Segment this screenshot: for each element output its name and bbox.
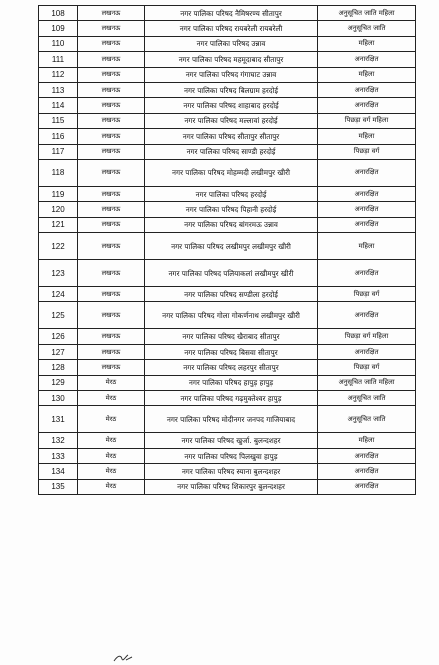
municipal-body-cell: नगर पालिका परिषद हापुड़ हापुड़: [145, 375, 318, 390]
row-number: 118: [39, 159, 78, 186]
table-row: [39, 329, 416, 344]
municipal-body-cell: नगर पालिका परिषद नैमिषरण्य सीतापुर: [145, 6, 318, 21]
municipal-body-cell: नगर पालिका परिषद रायबरेली रायबरेली: [145, 21, 318, 36]
division-cell: लखनऊ: [78, 67, 145, 82]
municipal-body-cell: नगर पालिका परिषद पिलखुवा हापुड़: [145, 448, 318, 463]
division-cell: मेरठ: [78, 375, 145, 390]
row-number: 109: [39, 21, 78, 36]
table-row: [39, 52, 416, 67]
reservation-category-cell: पिछड़ा वर्ग: [318, 287, 416, 302]
reservation-category-cell: अनारक्षित: [318, 479, 416, 494]
table-row: [39, 6, 416, 21]
division-cell: लखनऊ: [78, 302, 145, 329]
municipal-body-cell: नगर पालिका परिषद गढ़मुक्तेश्वर हापुड़: [145, 391, 318, 406]
division-cell: लखनऊ: [78, 82, 145, 97]
municipal-body-cell: नगर पालिका परिषद बिलग्राम हरदोई: [145, 82, 318, 97]
reservation-category-cell: अनुसूचित जाति: [318, 391, 416, 406]
table-row: [39, 217, 416, 232]
municipal-body-cell: नगर पालिका परिषद पिहानी हरदोई: [145, 202, 318, 217]
table-row: [39, 287, 416, 302]
reservation-category-cell: पिछड़ा वर्ग महिला: [318, 113, 416, 128]
municipal-body-cell: नगर पालिका परिषद पलियाकलां लखीमपुर खीरी: [145, 260, 318, 287]
row-number: 133: [39, 448, 78, 463]
row-number: 113: [39, 82, 78, 97]
reservation-category-cell: महिला: [318, 233, 416, 260]
reservation-category-cell: अनारक्षित: [318, 159, 416, 186]
municipal-body-cell: नगर पालिका परिषद गंगाघाट उन्नाव: [145, 67, 318, 82]
row-number: 124: [39, 287, 78, 302]
municipal-body-cell: नगर पालिका परिषद खैराबाद सीतापुर: [145, 329, 318, 344]
reservation-category-cell: अनारक्षित: [318, 302, 416, 329]
municipal-body-cell: नगर पालिका परिषद साण्डी हरदोई: [145, 144, 318, 159]
reservation-category-cell: पिछड़ा वर्ग: [318, 360, 416, 375]
division-cell: लखनऊ: [78, 52, 145, 67]
row-number: 116: [39, 129, 78, 144]
row-number: 129: [39, 375, 78, 390]
signature-mark: [112, 653, 134, 663]
reservation-category-cell: अनारक्षित: [318, 448, 416, 463]
division-cell: मेरठ: [78, 406, 145, 433]
reservation-category-cell: महिला: [318, 36, 416, 51]
table-row: [39, 464, 416, 479]
row-number: 122: [39, 233, 78, 260]
table-row: [39, 82, 416, 97]
reservation-category-cell: अनारक्षित: [318, 217, 416, 232]
municipal-body-cell: नगर पालिका परिषद गोला गोकर्णनाथ लखीमपुर खीरी: [145, 302, 318, 329]
division-cell: मेरठ: [78, 391, 145, 406]
division-cell: लखनऊ: [78, 233, 145, 260]
division-cell: मेरठ: [78, 433, 145, 448]
municipal-body-cell: नगर पालिका परिषद शाहाबाद हरदोई: [145, 98, 318, 113]
table-row: [39, 433, 416, 448]
row-number: 115: [39, 113, 78, 128]
table-row: [39, 67, 416, 82]
row-number: 128: [39, 360, 78, 375]
division-cell: लखनऊ: [78, 113, 145, 128]
division-cell: मेरठ: [78, 448, 145, 463]
reservation-category-cell: अनारक्षित: [318, 464, 416, 479]
municipal-body-cell: नगर पालिका परिषद मोदीनगर जनपद गाजियाबाद: [145, 406, 318, 433]
division-cell: मेरठ: [78, 464, 145, 479]
row-number: 108: [39, 6, 78, 21]
reservation-category-cell: पिछड़ा वर्ग महिला: [318, 329, 416, 344]
table-row: [39, 202, 416, 217]
table-body: [39, 6, 416, 495]
row-number: 134: [39, 464, 78, 479]
reservation-category-cell: अनुसूचित जाति: [318, 406, 416, 433]
table-row: [39, 479, 416, 494]
table-row: [39, 159, 416, 186]
division-cell: लखनऊ: [78, 344, 145, 359]
table-row: [39, 448, 416, 463]
municipal-body-cell: नगर पालिका परिषद मोहम्मदी लखीमपुर खीरी: [145, 159, 318, 186]
table-row: [39, 186, 416, 201]
division-cell: लखनऊ: [78, 186, 145, 201]
row-number: 112: [39, 67, 78, 82]
municipal-body-cell: नगर पालिका परिषद महमूदाबाद सीतापुर: [145, 52, 318, 67]
row-number: 132: [39, 433, 78, 448]
municipal-body-cell: नगर पालिका परिषद सीतापुर सीतापुर: [145, 129, 318, 144]
row-number: 119: [39, 186, 78, 201]
reservation-category-cell: अनारक्षित: [318, 202, 416, 217]
table-row: [39, 233, 416, 260]
table-row: [39, 36, 416, 51]
table-row: [39, 302, 416, 329]
municipal-body-cell: नगर पालिका परिषद बांगरमऊ उन्नाव: [145, 217, 318, 232]
division-cell: लखनऊ: [78, 360, 145, 375]
municipal-body-cell: नगर पालिका परिषद मल्लावां हरदोई: [145, 113, 318, 128]
municipal-body-cell: नगर पालिका परिषद लखीमपुर लखीमपुर खीरी: [145, 233, 318, 260]
table-row: [39, 21, 416, 36]
division-cell: लखनऊ: [78, 329, 145, 344]
table-row: [39, 113, 416, 128]
reservation-category-cell: अनारक्षित: [318, 98, 416, 113]
division-cell: लखनऊ: [78, 260, 145, 287]
table-row: [39, 129, 416, 144]
municipal-body-cell: नगर पालिका परिषद बिसवा सीतापुर: [145, 344, 318, 359]
reservation-category-cell: अनुसूचित जाति महिला: [318, 6, 416, 21]
row-number: 131: [39, 406, 78, 433]
row-number: 114: [39, 98, 78, 113]
municipal-body-cell: नगर पालिका परिषद लहरपुर सीतापुर: [145, 360, 318, 375]
municipal-body-cell: नगर पालिका परिषद हरदोई: [145, 186, 318, 201]
division-cell: लखनऊ: [78, 6, 145, 21]
row-number: 135: [39, 479, 78, 494]
reservation-table: [38, 5, 416, 495]
municipal-body-cell: नगर पालिका परिषद स्याना बुलन्दशहर: [145, 464, 318, 479]
table-row: [39, 406, 416, 433]
reservation-category-cell: अनारक्षित: [318, 52, 416, 67]
row-number: 123: [39, 260, 78, 287]
reservation-category-cell: अनुसूचित जाति महिला: [318, 375, 416, 390]
division-cell: लखनऊ: [78, 202, 145, 217]
reservation-category-cell: अनारक्षित: [318, 186, 416, 201]
table-row: [39, 98, 416, 113]
division-cell: लखनऊ: [78, 159, 145, 186]
reservation-category-cell: महिला: [318, 433, 416, 448]
row-number: 130: [39, 391, 78, 406]
row-number: 121: [39, 217, 78, 232]
municipal-body-cell: नगर पालिका परिषद सण्डीला हरदोई: [145, 287, 318, 302]
reservation-category-cell: अनारक्षित: [318, 344, 416, 359]
table-row: [39, 375, 416, 390]
division-cell: लखनऊ: [78, 98, 145, 113]
table-row: [39, 360, 416, 375]
row-number: 120: [39, 202, 78, 217]
division-cell: लखनऊ: [78, 21, 145, 36]
row-number: 125: [39, 302, 78, 329]
table-row: [39, 391, 416, 406]
table-row: [39, 260, 416, 287]
row-number: 110: [39, 36, 78, 51]
reservation-category-cell: पिछड़ा वर्ग: [318, 144, 416, 159]
division-cell: लखनऊ: [78, 144, 145, 159]
row-number: 127: [39, 344, 78, 359]
reservation-category-cell: अनारक्षित: [318, 82, 416, 97]
municipal-body-cell: नगर पालिका परिषद खुर्जा. बुलन्दशहर: [145, 433, 318, 448]
row-number: 111: [39, 52, 78, 67]
table-row: [39, 344, 416, 359]
division-cell: लखनऊ: [78, 287, 145, 302]
row-number: 126: [39, 329, 78, 344]
reservation-category-cell: महिला: [318, 67, 416, 82]
reservation-category-cell: महिला: [318, 129, 416, 144]
table-row: [39, 144, 416, 159]
division-cell: लखनऊ: [78, 36, 145, 51]
division-cell: लखनऊ: [78, 129, 145, 144]
reservation-category-cell: अनारक्षित: [318, 260, 416, 287]
municipal-body-cell: नगर पालिका परिषद उन्नाव: [145, 36, 318, 51]
row-number: 117: [39, 144, 78, 159]
division-cell: लखनऊ: [78, 217, 145, 232]
reservation-category-cell: अनुसूचित जाति: [318, 21, 416, 36]
division-cell: मेरठ: [78, 479, 145, 494]
municipal-body-cell: नगर पालिका परिषद शिकारपुर बुलन्दशहर: [145, 479, 318, 494]
